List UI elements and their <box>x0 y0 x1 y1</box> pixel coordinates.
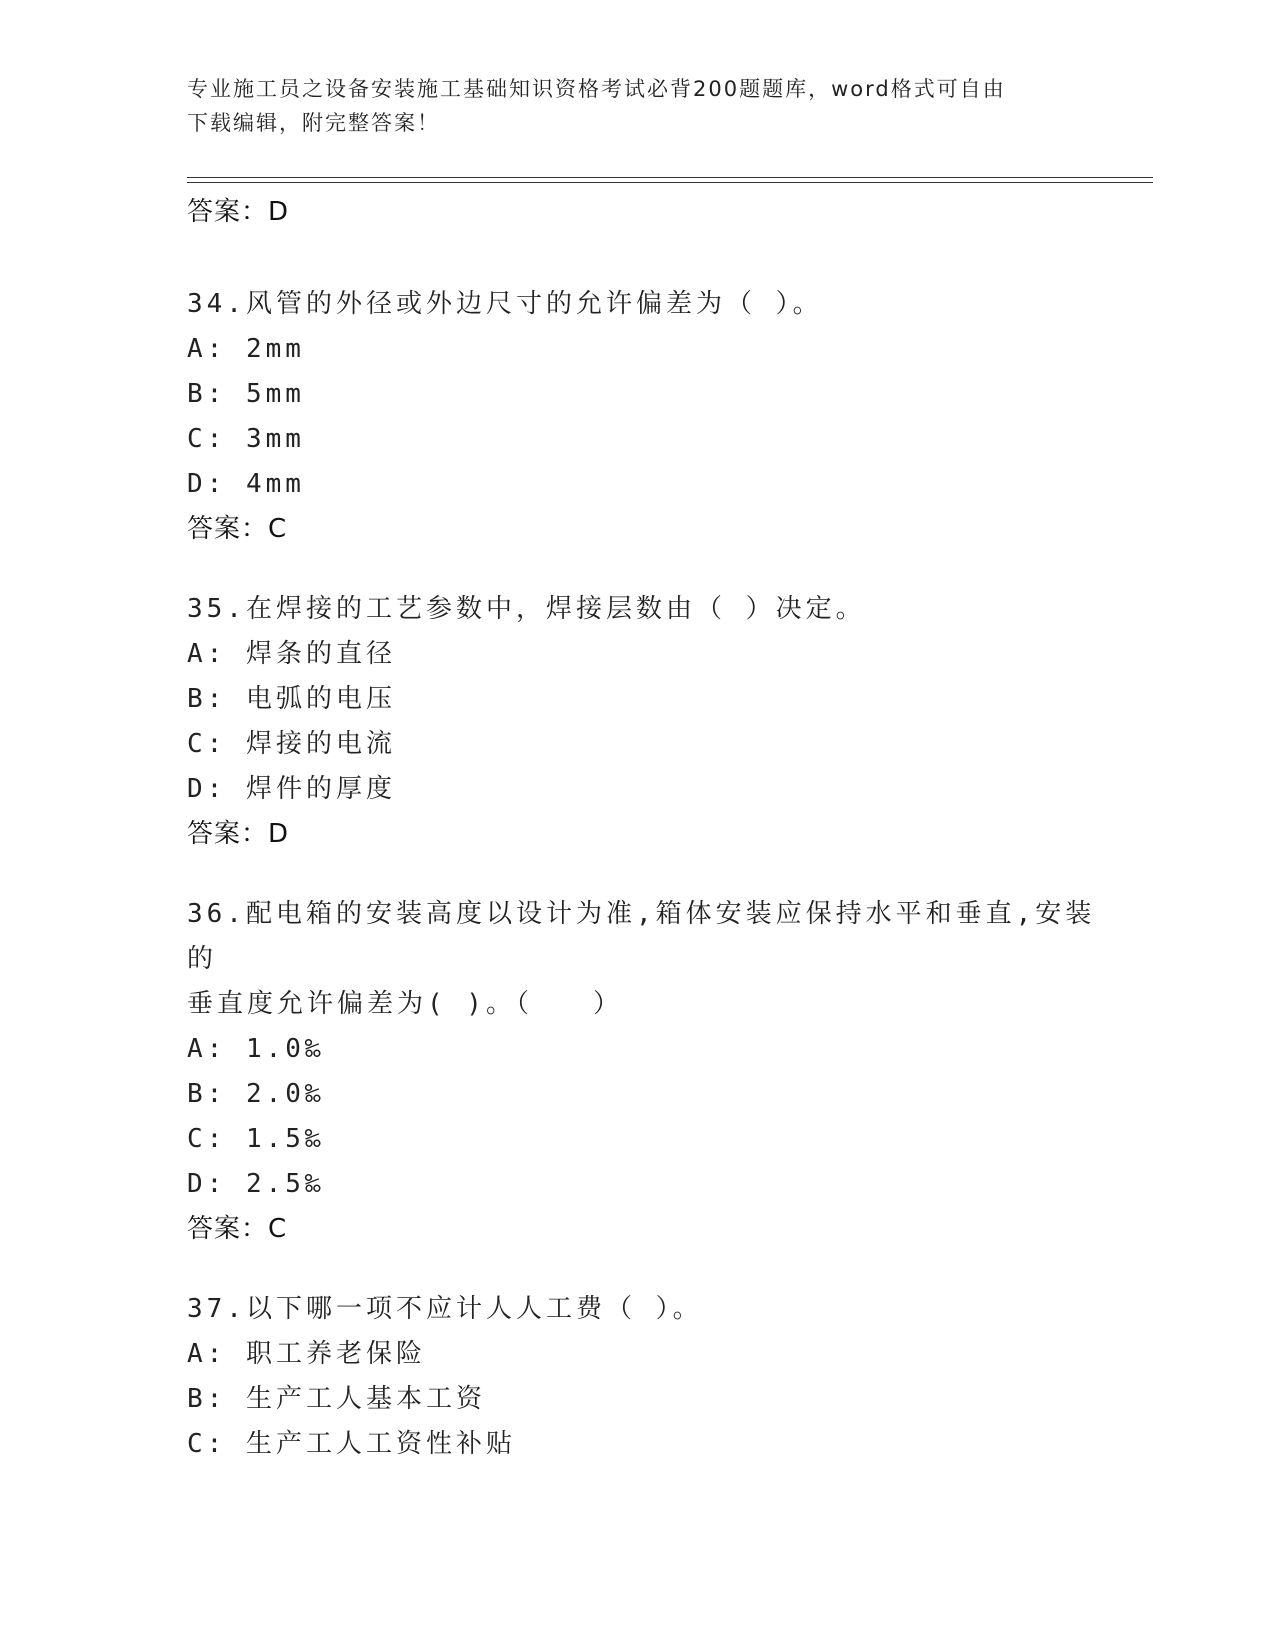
option-a: A: 1.0‰ <box>187 1034 325 1064</box>
previous-answer: 答案：D <box>187 197 290 227</box>
question-text: 37.以下哪一项不应计人人工费（ ）。 <box>187 1294 703 1324</box>
header-divider-bottom <box>187 182 1153 183</box>
answer: 答案：D <box>187 819 290 849</box>
header-line-1: 专业施工员之设备安装施工基础知识资格考试必背200题题库，word格式可自由 <box>187 77 1006 101</box>
header-line-2: 下载编辑，附完整答案！ <box>187 111 440 135</box>
question-text-line-2: 垂直度允许偏差为( )。（ ） <box>187 989 623 1019</box>
option-c: C: 焊接的电流 <box>187 729 396 759</box>
option-c: C: 3mm <box>187 424 305 454</box>
option-b: B: 2.0‰ <box>187 1079 325 1109</box>
option-b: B: 电弧的电压 <box>187 684 396 714</box>
header-divider-top <box>187 177 1153 178</box>
option-d: D: 2.5‰ <box>187 1169 325 1199</box>
question-text-line-1: 36.配电箱的安装高度以设计为准,箱体安装应保持水平和垂直,安装的 <box>187 899 1096 974</box>
question-36 <box>187 892 1107 1251</box>
answer: 答案：C <box>187 514 288 544</box>
question-text: 34.风管的外径或外边尺寸的允许偏差为（ ）。 <box>187 289 823 319</box>
question-list <box>187 190 1107 1467</box>
option-c: C: 生产工人工资性补贴 <box>187 1429 516 1459</box>
option-c: C: 1.5‰ <box>187 1124 325 1154</box>
question-35 <box>187 587 1107 856</box>
document-header <box>187 72 1087 140</box>
question-text: 35.在焊接的工艺参数中，焊接层数由（ ）决定。 <box>187 594 866 624</box>
option-a: A: 2mm <box>187 334 305 364</box>
option-b: B: 生产工人基本工资 <box>187 1384 486 1414</box>
answer: 答案：C <box>187 1214 288 1244</box>
option-d: D: 焊件的厚度 <box>187 774 396 804</box>
option-b: B: 5mm <box>187 379 305 409</box>
option-d: D: 4mm <box>187 469 305 499</box>
option-a: A: 焊条的直径 <box>187 639 396 669</box>
question-34 <box>187 282 1107 551</box>
option-a: A: 职工养老保险 <box>187 1339 426 1369</box>
question-37 <box>187 1287 1107 1467</box>
